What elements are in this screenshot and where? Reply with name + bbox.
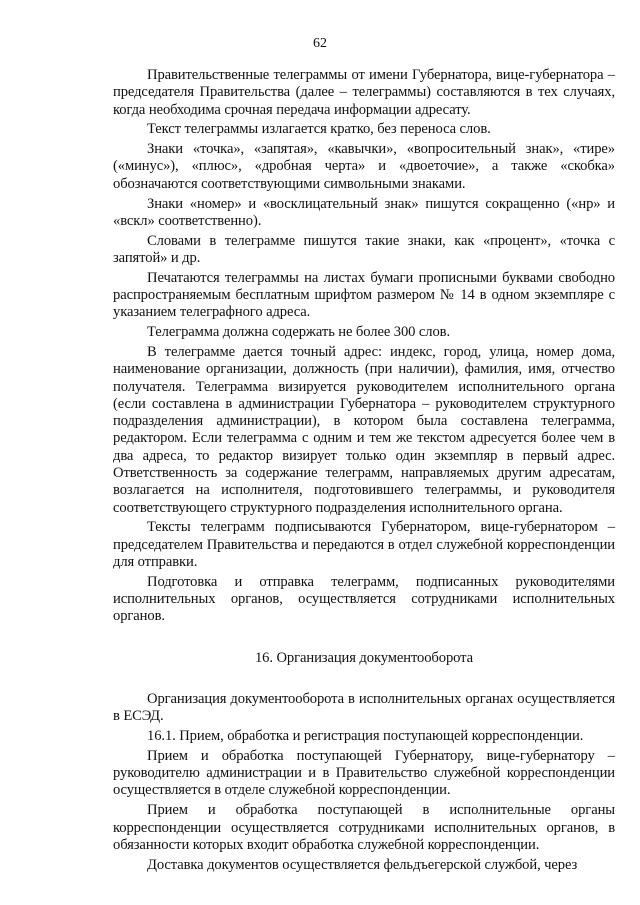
page-number: 62: [313, 36, 327, 51]
paragraph: Прием и обработка поступающей Губернатору, вице-губернатору – руководителю администрации и в Правительство служебной корреспонденции осуществляется в отделе служебной корреспонденции.: [113, 747, 615, 799]
paragraph: Организация документооборота в исполнительных органах осуществляется в ЕСЭД.: [113, 691, 615, 725]
paragraph: Знаки «номер» и «восклицательный знак» пишутся сокращенно («нр» и «вскл» соответственно).: [113, 195, 615, 229]
paragraph: Текст телеграммы излагается кратко, без переноса слов.: [147, 121, 491, 138]
paragraph: Словами в телеграмме пишутся такие знаки, как «процент», «точка с запятой» и др.: [113, 232, 615, 266]
paragraph: 16.1. Прием, обработка и регистрация поступающей корреспонденции.: [147, 728, 584, 745]
paragraph: Печатаются телеграммы на листах бумаги прописными буквами свободно распространяемым бесплатным шрифтом размером № 14 в одном экземпляре с указанием телеграфного адреса.: [113, 269, 615, 321]
paragraph: В телеграмме дается точный адрес: индекс, город, улица, номер дома, наименование организации, должность (при наличии), фамилия, имя, отчество получателя. Телеграмма визируется руководителем исполнительного органа (если составлена в администрации Губернатора – руководителем структурного подразделения администрации), в котором была составлена телеграмма, редактором. Если телеграмма с одним и тем же текстом адресуется более чем в два адреса, то редактор визирует только один экземпляр в первый адрес. Ответственность за содержание телеграмм, направляемых другим адресатам, возлагается на исполнителя, подготовившего телеграммы, и руководителя соответствующего структурного подразделения исполнительного органа.: [113, 343, 615, 516]
paragraph: Подготовка и отправка телеграмм, подписанных руководителями исполнительных органов, осуществляется сотрудниками исполнительных органов.: [113, 573, 615, 625]
paragraph: Прием и обработка поступающей в исполнительные органы корреспонденции осуществляется сотрудниками исполнительных органов, в обязанности которых входит обработка служебной корреспонденции.: [113, 802, 615, 853]
paragraph: Тексты телеграмм подписываются Губернатором, вице-губернатором – председателем Правительства и передаются в отдел служебной корреспонденции для отправки.: [113, 519, 615, 571]
paragraph: Правительственные телеграммы от имени Губернатора, вице-губернатора – председателя Правительства (далее – телеграммы) составляются в тех случаях, когда необходима срочная передача информации адресату.: [113, 67, 615, 118]
paragraph: Доставка документов осуществляется фельдъегерской службой, через: [147, 856, 578, 873]
paragraph: Телеграмма должна содержать не более 300 слов.: [147, 324, 450, 341]
paragraph: Знаки «точка», «запятая», «кавычки», «вопросительный знак», «тире» («минус»), «плюс», «дробная черта» и «двоеточие», а также «скобка» обозначаются соответствующими символьными знаками.: [113, 141, 615, 192]
section-title: 16. Организация документооборота: [254, 649, 473, 666]
page-content: [113, 67, 615, 876]
